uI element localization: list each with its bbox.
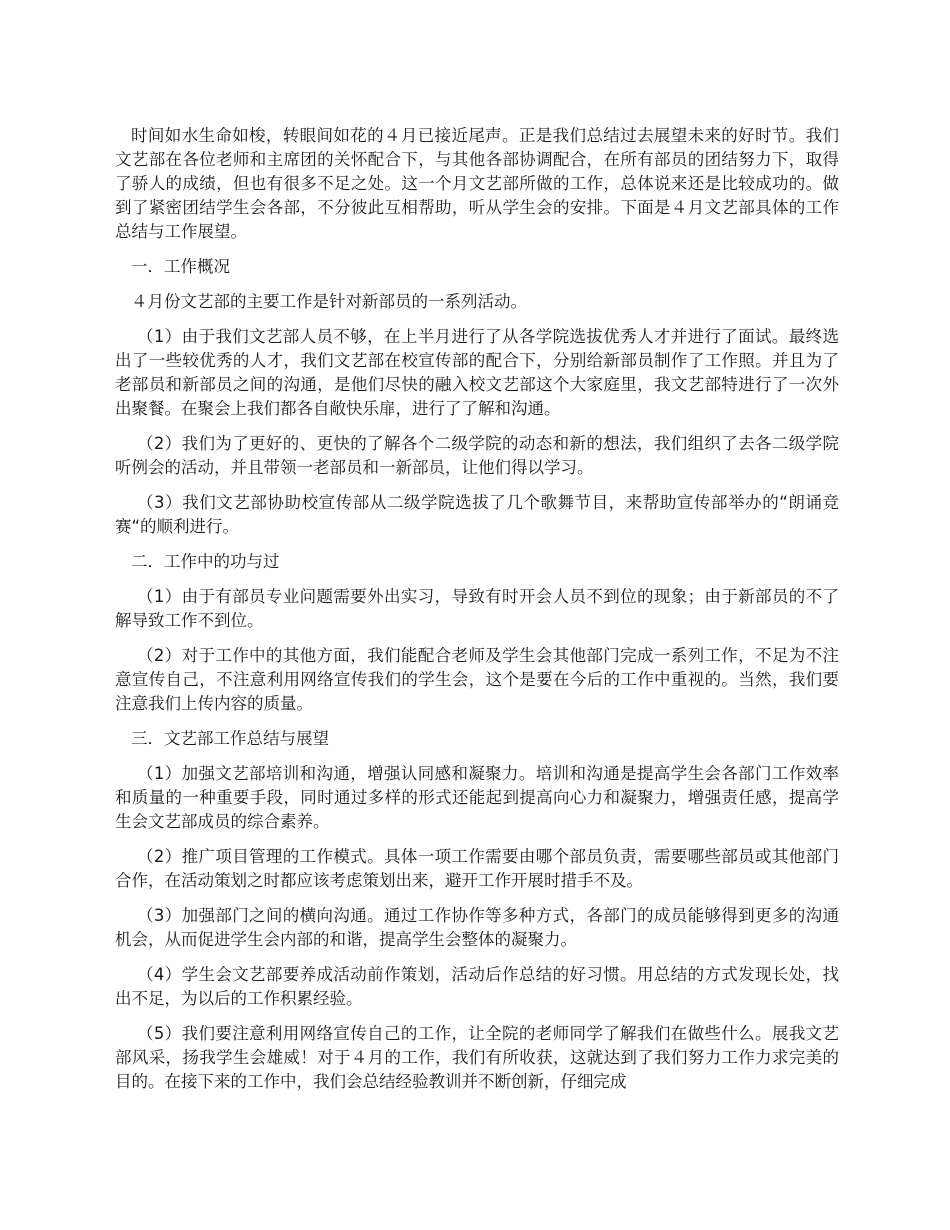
overview-lead-paragraph: ４月份文艺部的主要工作是针对新部员的一系列活动。 bbox=[131, 292, 527, 311]
intro-paragraph: 时间如水生命如梭，转眼间如花的４月已接近尾声。正是我们总结过去展望未来的好时节。我们文艺部在各位老师和主席团的关怀配合下，与其他各部协调配合，在所有部员的团结努力下，取得了骄人的成绩，但也有很多不足之处。这一个月文艺部所做的工作，总体说来还是比较成功的。做到了紧密团结学生会各部，不分彼此互相帮助，听从学生会的安排。下面是４月文艺部具体的工作总结与工作展望。 bbox=[115, 126, 839, 241]
outlook-item-5: （5）我们要注意利用网络宣传自己的工作，让全院的老师同学了解我们在做些什么。展我文艺部风采，扬我学生会雄威！对于４月的工作，我们有所收获，这就达到了我们努力工作力求完美的目的。在接下来的工作中，我们会总结经验教训并不断创新，仔细完成 bbox=[115, 1024, 839, 1091]
overview-item-2: （2）我们为了更好的、更快的了解各个二级学院的动态和新的想法，我们组织了去各二级学院听例会的活动，并且带领一老部员和一新部员，让他们得以学习。 bbox=[115, 434, 839, 477]
outlook-item-4: （4）学生会文艺部要养成活动前作策划，活动后作总结的好习惯。用总结的方式发现长处，找出不足，为以后的工作积累经验。 bbox=[115, 965, 839, 1008]
outlook-item-2: （2）推广项目管理的工作模式。具体一项工作需要由哪个部员负责，需要哪些部员或其他部门合作，在活动策划之时都应该考虑策划出来，避开工作开展时措手不及。 bbox=[115, 847, 839, 890]
section-heading-summary-outlook: 三．文艺部工作总结与展望 bbox=[131, 729, 329, 748]
section-heading-merits-faults: 二．工作中的功与过 bbox=[131, 552, 280, 571]
merits-item-2: （2）对于工作中的其他方面，我们能配合老师及学生会其他部门完成一系列工作，不足为不注意宣传自己，不注意利用网络宣传我们的学生会，这个是要在今后的工作中重视的。当然，我们要注意我们上传内容的质量。 bbox=[115, 646, 839, 713]
overview-item-3: （3）我们文艺部协助校宣传部从二级学院选拔了几个歌舞节目，来帮助宣传部举办的“朗诵竞赛“的顺利进行。 bbox=[115, 493, 839, 536]
document-body bbox=[115, 124, 839, 1105]
merits-item-1: （1）由于有部员专业问题需要外出实习，导致有时开会人员不到位的现象；由于新部员的不了解导致工作不到位。 bbox=[115, 587, 839, 630]
outlook-item-1: （1）加强文艺部培训和沟通，增强认同感和凝聚力。培训和沟通是提高学生会各部门工作效率和质量的一种重要手段，同时通过多样的形式还能起到提高向心力和凝聚力，增强责任感，提高学生会文艺部成员的综合素养。 bbox=[115, 764, 839, 831]
section-heading-overview: 一．工作概况 bbox=[131, 257, 230, 276]
overview-item-1: （1）由于我们文艺部人员不够，在上半月进行了从各学院选拔优秀人才并进行了面试。最终选出了一些较优秀的人才，我们文艺部在校宣传部的配合下，分别给新部员制作了工作照。并且为了老部员和新部员之间的沟通，是他们尽快的融入校文艺部这个大家庭里，我文艺部特进行了一次外出聚餐。在聚会上我们都各自敞快乐扉，进行了了解和沟通。 bbox=[115, 327, 839, 418]
outlook-item-3: （3）加强部门之间的横向沟通。通过工作协作等多种方式，各部门的成员能够得到更多的沟通机会，从而促进学生会内部的和谐，提高学生会整体的凝聚力。 bbox=[115, 906, 839, 949]
